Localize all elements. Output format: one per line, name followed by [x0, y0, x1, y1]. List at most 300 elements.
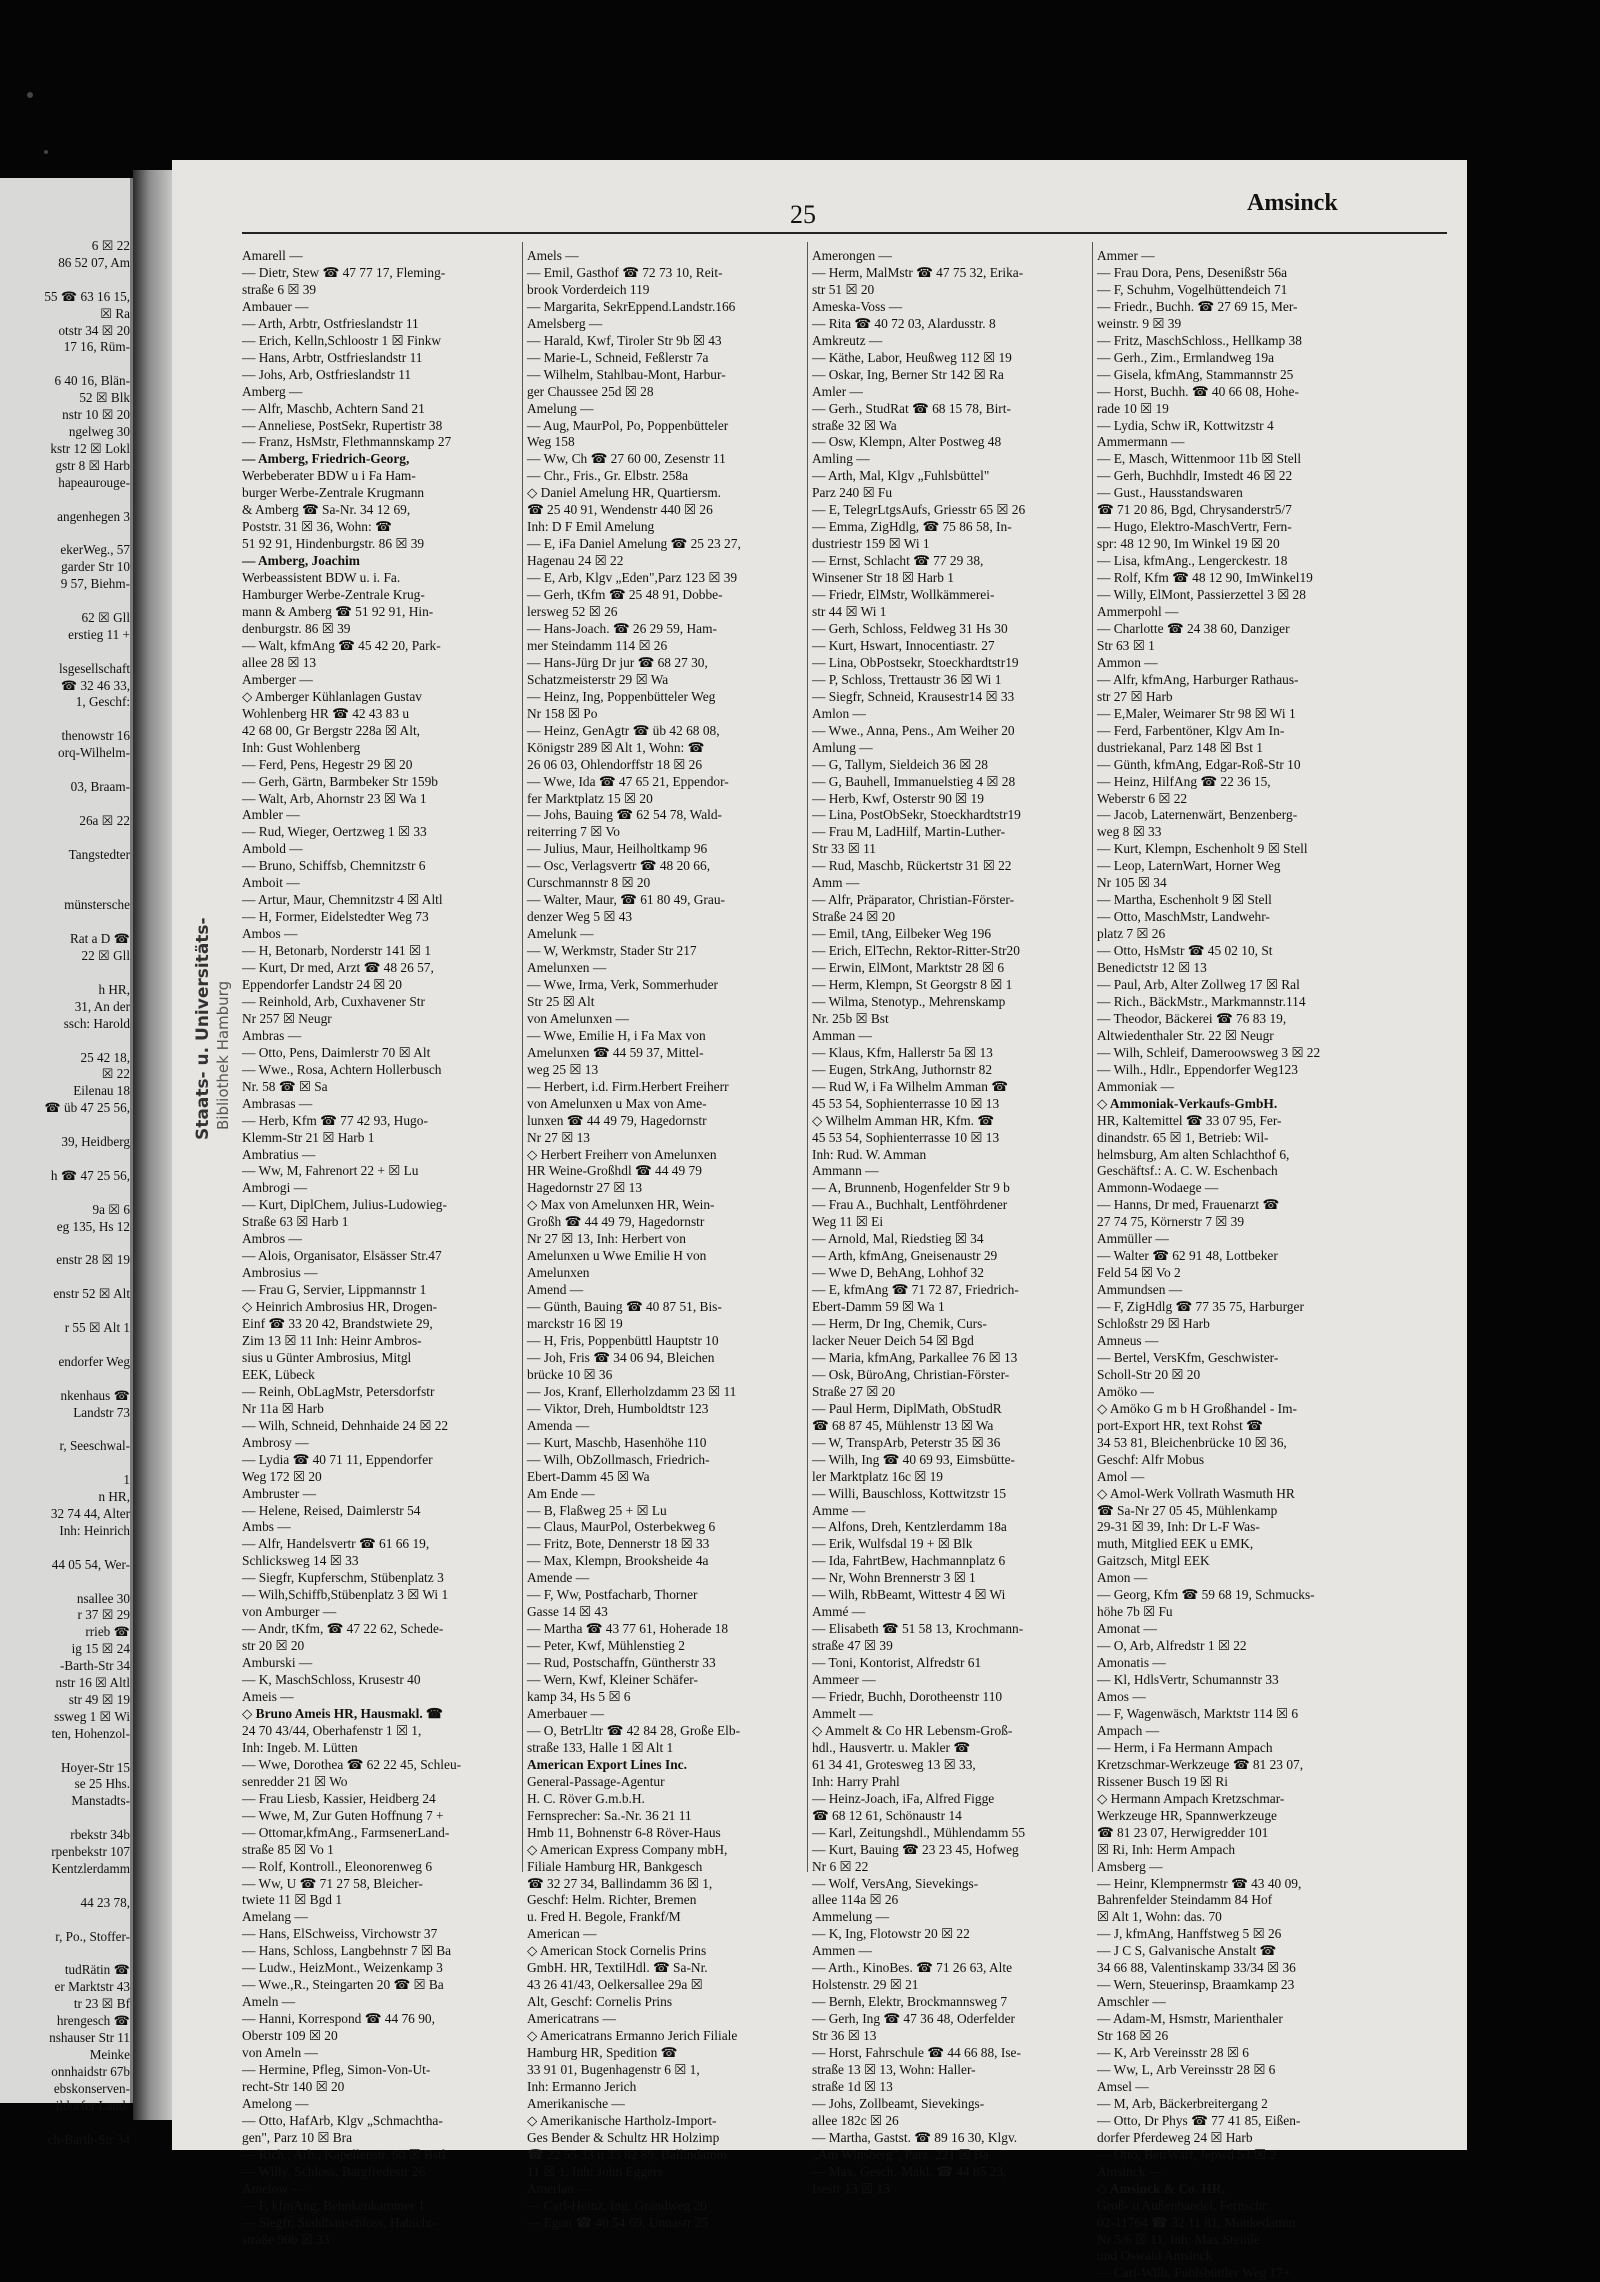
- left-page-fragment: münstersche: [64, 897, 130, 913]
- directory-entry-line: — Wern, Kwf, Kleiner Schäfer-: [527, 1672, 698, 1688]
- left-page-fragment: 31, An der: [74, 998, 130, 1014]
- directory-entry-line: — Adam-M, Hsmstr, Marienthaler: [1097, 2011, 1283, 2027]
- directory-entry-line: — Heinz-Joach, iFa, Alfred Figge: [812, 1790, 995, 1806]
- left-page-fragment: 22 ☒ Gll: [81, 948, 130, 964]
- directory-entry-line: Geschf: Helm. Richter, Bremen: [527, 1892, 697, 1908]
- directory-entry-line: — Wolf, VersAng, Sievekings-: [812, 1875, 979, 1891]
- left-page-fragment-column: [0, 238, 130, 2148]
- directory-entry-line: — E, Arb, Klgv „Eden",Parz 123 ☒ 39: [527, 570, 738, 586]
- directory-entry-line: ler Marktplatz 16c ☒ 19: [812, 1468, 943, 1484]
- directory-entry-line: — Kurt, Dr med, Arzt ☎ 48 26 57,: [242, 960, 434, 976]
- left-page-fragment: Eilenau 18: [73, 1083, 130, 1099]
- left-page-fragment: ildorfer Land-: [55, 2097, 130, 2113]
- left-page-fragment: 44 05 54, Wer-: [51, 1556, 130, 1572]
- directory-entry-line: Inh: Gust Wohlenberg: [242, 739, 361, 755]
- library-stamp-line-1: Staats- u. Universitäts-: [193, 917, 213, 1140]
- directory-entry-line: ◇ Wilhelm Amman HR, Kfm. ☎: [812, 1112, 995, 1128]
- directory-entry-line: — Hugo, Elektro-MaschVertr, Fern-: [1097, 519, 1292, 535]
- directory-entry-line: ☎ 25 40 91, Wendenstr 440 ☒ 26: [527, 502, 713, 518]
- directory-entry-line: Inh: Ermanno Jerich: [527, 2078, 637, 2094]
- directory-entry-line: ☒ Ri, Inh: Herm Ampach: [1097, 1841, 1236, 1857]
- directory-entry-line: — Wilhelm, Stahlbau-Mont, Harbur-: [527, 366, 726, 382]
- directory-entry-line: — Herm, MalMstr ☎ 47 75 32, Erika-: [812, 264, 1024, 280]
- directory-entry-line: Schlicksweg 14 ☒ 33: [242, 1553, 359, 1569]
- directory-entry-line: — Kurt, Klempn, Eschenholt 9 ☒ Stell: [1097, 841, 1308, 857]
- directory-entry-line: Amlung —: [812, 739, 873, 755]
- directory-entry-line: Ammerpohl —: [1097, 604, 1179, 620]
- directory-entry-line: — Horst, Buchh. ☎ 40 66 08, Hohe-: [1097, 383, 1299, 399]
- directory-entry-line: — Wwe., Rosa, Achtern Hollerbusch: [242, 1061, 442, 1077]
- directory-entry-line: rade 10 ☒ 19: [1097, 400, 1169, 416]
- directory-entry-line: — Bertel, VersKfm, Geschwister-: [1097, 1349, 1279, 1365]
- directory-entry-line: — Walter ☎ 62 91 48, Lottbeker: [1097, 1248, 1278, 1264]
- directory-entry-line: Inh: Rud. W. Amman: [812, 1146, 927, 1162]
- directory-entry-line: straße 6 ☒ 39: [242, 281, 317, 297]
- directory-entry-line: Straße 63 ☒ Harb 1: [242, 1214, 349, 1230]
- directory-entry-line: höhe 7b ☒ Fu: [1097, 1604, 1173, 1620]
- left-page-fragment: 25 42 18,: [80, 1049, 130, 1065]
- directory-entry-line: — M, Arb, Bäckerbreitergang 2: [1097, 2095, 1268, 2111]
- directory-entry-line: Ambrosius —: [242, 1265, 318, 1281]
- directory-entry-line: Inh: Harry Prahl: [812, 1773, 900, 1789]
- left-page-fragment: 6 40 16, Blän-: [54, 373, 130, 389]
- left-page-fragment: r, Po., Stoffer-: [55, 1928, 130, 1944]
- left-page-fragment: 1: [123, 1472, 130, 1488]
- directory-entry-line: denzer Weg 5 ☒ 43: [527, 909, 633, 925]
- directory-entry-line: — Horst, Fahrschule ☎ 44 66 88, Ise-: [812, 2045, 1021, 2061]
- directory-entry-line: ☎ 32 27 34, Ballindamm 36 ☒ 1,: [527, 1875, 713, 1891]
- left-page-fragment: [0, 272, 130, 289]
- directory-entry-line: Amsel —: [1097, 2078, 1149, 2094]
- directory-entry-line: — Günth, Bauing ☎ 40 87 51, Bis-: [527, 1299, 722, 1315]
- directory-entry-line: twiete 11 ☒ Bgd 1: [242, 1892, 343, 1908]
- directory-entry-line: — Eugen, StrkAng, Juthornstr 82: [812, 1061, 993, 1077]
- left-page-fragment: [0, 492, 130, 509]
- directory-entry-line: burger Werbe-Zentrale Krugmann: [242, 485, 425, 501]
- directory-entry-line: — Herb, Kfm ☎ 77 42 93, Hugo-: [242, 1112, 428, 1128]
- directory-entry-line: Nr. 25b ☒ Bst: [812, 1010, 889, 1026]
- left-page-fragment: [0, 864, 130, 881]
- left-page-fragment: [0, 1574, 130, 1591]
- directory-entry-line: — Nr, Wohn Brennerstr 3 ☒ 1: [812, 1570, 976, 1586]
- directory-entry-line: Werbeberater BDW u i Fa Ham-: [242, 468, 416, 484]
- directory-entry-line: — Frau Liesb, Kassier, Heidberg 24: [242, 1790, 436, 1806]
- left-page-fragment: tudRätin ☎: [64, 1962, 130, 1978]
- directory-entry-line: Rissener Busch 19 ☒ Ri: [1097, 1773, 1229, 1789]
- directory-entry-line: American —: [527, 1926, 597, 1942]
- directory-entry-line: straße 1d ☒ 13: [812, 2078, 893, 2094]
- directory-entry-line: Straße 27 ☒ 20: [812, 1383, 896, 1399]
- directory-entry-line: Straße 24 ☒ 20: [812, 909, 896, 925]
- directory-entry-line: Ambrasas —: [242, 1095, 313, 1111]
- directory-entry-line: — Käthe, Labor, Heußweg 112 ☒ 19: [812, 349, 1012, 365]
- directory-entry-line: — Kurt, Bauing ☎ 23 23 45, Hofweg: [812, 1841, 1019, 1857]
- directory-entry-line: ☎ 22 55 33 u 33 82 89, Ballindamm: [527, 2146, 728, 2162]
- directory-entry-line: Am Ende —: [527, 1485, 595, 1501]
- directory-entry-line: — F, ZigHdlg ☎ 77 35 75, Harburger: [1097, 1299, 1304, 1315]
- left-page-fragment: gstr 8 ☒ Harb: [55, 457, 130, 473]
- left-page-fragment: Kentzlerdamm: [51, 1861, 130, 1876]
- directory-entry-line: Geschäftsf.: A. C. W. Eschenbach: [1097, 1163, 1278, 1179]
- directory-entry-line: — Oskar, Ing, Berner Str 142 ☒ Ra: [812, 366, 1004, 382]
- left-page-fragment: rpenbekstr 107: [51, 1844, 130, 1860]
- directory-entry-line: Weg 158: [527, 434, 575, 450]
- directory-entry-line: — Wilma, Stenotyp., Mehrenskamp: [812, 993, 1006, 1009]
- directory-entry-line: Weberstr 6 ☒ 22: [1097, 790, 1188, 806]
- directory-entry-line: — W, Werkmstr, Stader Str 217: [527, 943, 697, 959]
- left-page-fragment: [0, 1946, 130, 1963]
- directory-entry-line: — Anneliese, PostSekr, Rupertistr 38: [242, 417, 443, 433]
- directory-entry-line: dustriekanal, Parz 148 ☒ Bst 1: [1097, 739, 1263, 755]
- directory-entry-line: Amkreutz —: [812, 332, 883, 348]
- directory-entry-line: Amerbauer —: [527, 1705, 604, 1721]
- directory-entry-line: — Herm, i Fa Hermann Ampach: [1097, 1739, 1273, 1755]
- directory-entry-line: Amsinck —: [1097, 2163, 1163, 2179]
- directory-entry-line: — Carl-Heinz, Ing, Grandweg 20: [527, 2197, 707, 2213]
- directory-entry-line: — P, Schloss, Trettaustr 36 ☒ Wi 1: [812, 671, 1002, 687]
- left-page-fragment: ☎ 32 46 33,: [60, 677, 130, 693]
- left-page-fragment: rrieb ☎: [85, 1624, 130, 1640]
- directory-entry-line: — Martha ☎ 43 77 61, Hoherade 18: [527, 1621, 729, 1637]
- directory-entry-line: Eppendorfer Landstr 24 ☒ 20: [242, 976, 403, 992]
- left-page-fragment: 9 57, Biehm-: [60, 576, 130, 592]
- directory-entry-line: — Siegfr, Schneid, Krausestr14 ☒ 33: [812, 688, 1015, 704]
- directory-entry-line: — Frau Dora, Pens, Desenißstr 56a: [1097, 264, 1288, 280]
- left-page-fragment: thenowstr 16: [61, 728, 130, 744]
- directory-entry-line: — Martha, Gastst. ☎ 89 16 30, Klgv.: [812, 2129, 1018, 2145]
- directory-entry-line: dorfer Pferdeweg 24 ☒ Harb: [1097, 2129, 1253, 2145]
- column-divider: [807, 242, 808, 1872]
- directory-entry-line: — Carl-Wilh, Fuhlsbüttler Weg 17+: [1097, 2265, 1291, 2281]
- directory-entry-line: Benedictstr 12 ☒ 13: [1097, 960, 1207, 976]
- left-page-fragment: Meinke: [89, 2046, 130, 2062]
- directory-entry-line: Einf ☎ 33 20 42, Brandstwiete 29,: [242, 1316, 433, 1332]
- directory-entry-line: lunxen ☎ 44 49 79, Hagedornstr: [527, 1112, 707, 1128]
- directory-entry-line: — Helene, Reised, Daimlerstr 54: [242, 1502, 421, 1518]
- directory-entry-line: — Walt, kfmAng ☎ 45 42 20, Park-: [242, 637, 441, 653]
- directory-entry-line: Ambras —: [242, 1027, 302, 1043]
- left-page-fragment: [0, 1810, 130, 1827]
- directory-entry-line: Ambauer —: [242, 298, 309, 314]
- directory-entry-line: Ammen —: [812, 1943, 872, 1959]
- directory-entry-line: — Joh, Fris ☎ 34 06 94, Bleichen: [527, 1349, 715, 1365]
- directory-entry-line: — Arth, Arbtr, Ostfrieslandstr 11: [242, 315, 419, 331]
- left-page-fragment: ig 15 ☒ 24: [71, 1641, 130, 1657]
- directory-entry-line: ◇ Ammelt & Co HR Lebensm-Groß-: [812, 1722, 1013, 1738]
- directory-entry-line: — Gerh, Schloss, Feldweg 31 Hs 30: [812, 620, 1008, 636]
- directory-entry-line: Ambros —: [242, 1231, 302, 1247]
- directory-entry-line: 02-11764 ☎ 32 11 81, Mönkedamm: [1097, 2214, 1296, 2230]
- directory-entry-line: — Erik, Wulfsdal 19 + ☒ Blk: [812, 1536, 973, 1552]
- directory-entry-line: Hagenau 24 ☒ 22: [527, 553, 624, 569]
- directory-entry-line: Ammon —: [1097, 654, 1158, 670]
- directory-entry-line: — Willi, Bauschloss, Kottwitzstr 15: [812, 1485, 1007, 1501]
- left-page-fragment: [0, 914, 130, 931]
- directory-entry-line: 45 53 54, Sophienterrasse 10 ☒ 13: [812, 1095, 1000, 1111]
- left-page-fragment: [0, 711, 130, 728]
- directory-entry-line: — Erich, Kelln,Schloostr 1 ☒ Finkw: [242, 332, 442, 348]
- directory-entry-line: — Otto, HsMstr ☎ 45 02 10, St: [1097, 943, 1273, 959]
- directory-entry-line: 34 53 81, Bleichenbrücke 10 ☒ 36,: [1097, 1434, 1287, 1450]
- directory-entry-line: — Chr., Fris., Gr. Elbstr. 258a: [527, 468, 689, 484]
- directory-entry-line: — Gerh., Zim., Ermlandweg 19a: [1097, 349, 1275, 365]
- left-page-fragment: [0, 1117, 130, 1134]
- directory-entry-line: ☎ 68 87 45, Mühlenstr 13 ☒ Wa: [812, 1417, 994, 1433]
- directory-entry-line: — Arth, kfmAng, Gneisenaustr 29: [812, 1248, 998, 1264]
- directory-entry-line: — Gerh, tKfm ☎ 25 48 91, Dobbe-: [527, 587, 723, 603]
- directory-entry-line: — Hanns, Dr med, Frauenarzt ☎: [1097, 1197, 1280, 1213]
- directory-entry-line: — Wilh, Schneid, Dehnhaide 24 ☒ 22: [242, 1417, 449, 1433]
- directory-entry-line: — Rud, Maschb, Rückertstr 31 ☒ 22: [812, 858, 1012, 874]
- directory-entry-line: — Erwin, ElMont, Marktstr 28 ☒ 6: [812, 960, 1005, 976]
- directory-entry-line: — Lydia, Schw iR, Kottwitzstr 4: [1097, 417, 1274, 433]
- left-page-fragment: h HR,: [98, 981, 130, 997]
- directory-entry-line: — Harald, Kwf, Tiroler Str 9b ☒ 43: [527, 332, 722, 348]
- directory-entry-line: Amler —: [812, 383, 863, 399]
- directory-entry-line: — Wilh, Ing ☎ 40 69 93, Eimsbütte-: [812, 1451, 1015, 1467]
- directory-entry-line: Ameln —: [242, 1994, 296, 2010]
- directory-entry-line: 27 74 75, Körnerstr 7 ☒ 39: [1097, 1214, 1245, 1230]
- left-page-fragment: -Barth-Str 34: [60, 1658, 130, 1674]
- directory-entry-line: gen", Parz 10 ☒ Bra: [242, 2129, 353, 2145]
- directory-entry-line: Amelunxen —: [527, 960, 607, 976]
- directory-entry-line: spr: 48 12 90, Im Winkel 19 ☒ 20: [1097, 536, 1280, 552]
- directory-entry-line: Amelung —: [527, 400, 594, 416]
- left-page-fragment: [0, 1455, 130, 1472]
- library-stamp: [182, 917, 232, 1150]
- left-page-fragment: 1, Geschf:: [75, 694, 130, 710]
- directory-entry-line: — Walter, Maur, ☎ 61 80 49, Grau-: [527, 892, 725, 908]
- directory-entry-line: Amon —: [1097, 1570, 1148, 1586]
- directory-entry-line: — Willy, Schloss, Bargfredestr 26: [242, 2163, 426, 2179]
- directory-entry-line: Amerikanische —: [527, 2095, 625, 2111]
- left-page-fragment: [0, 644, 130, 661]
- directory-entry-line: Nr 257 ☒ Neugr: [242, 1010, 332, 1026]
- directory-entry-line: 24 70 43/44, Oberhafenstr 1 ☒ 1,: [242, 1722, 422, 1738]
- directory-entry-line: Amels —: [527, 248, 579, 263]
- directory-entry-line: — Heinz, GenAgtr ☎ üb 42 68 08,: [527, 722, 720, 738]
- directory-entry-line: General-Passage-Agentur: [527, 1773, 665, 1789]
- directory-entry-line: — E, TelegrLtgsAufs, Griesstr 65 ☒ 26: [812, 502, 1026, 518]
- left-page-fragment: [0, 1269, 130, 1286]
- directory-entry-line: Nr 27 ☒ 13: [527, 1129, 590, 1145]
- directory-entry-line: — Ludw., HeizMont., Weizenkamp 3: [242, 1960, 443, 1976]
- directory-entry-line: — Willy, ElMont, Passierzettel 3 ☒ 28: [1097, 587, 1306, 603]
- left-page-fragment: 17 16, Rüm-: [63, 339, 130, 355]
- directory-entry-line: Amme —: [812, 1502, 866, 1518]
- left-page-fragment: se 25 Hhs.: [74, 1776, 130, 1792]
- left-page-fragment: [0, 1878, 130, 1895]
- left-page-fragment: Landstr 73: [73, 1404, 130, 1420]
- directory-entry-line: Str 25 ☒ Alt: [527, 993, 595, 1009]
- left-page-fragment: h ☎ 47 25 56,: [50, 1167, 130, 1183]
- directory-entry-line: ◇ Americatrans Ermanno Jerich Filiale: [527, 2028, 738, 2044]
- directory-column-1: [242, 248, 514, 2248]
- directory-entry-line: straße 32 ☒ Wa: [812, 417, 897, 433]
- directory-entry-line: — Otto, Pens, Daimlerstr 70 ☒ Alt: [242, 1044, 431, 1060]
- left-page-fragment: [0, 1421, 130, 1438]
- header-rule: [242, 232, 1447, 234]
- directory-entry-line: platz 7 ☒ 26: [1097, 926, 1166, 942]
- directory-entry-line: ◇ American Stock Cornelis Prins: [527, 1943, 707, 1959]
- directory-entry-line: Hmb 11, Bohnenstr 6-8 Röver-Haus: [527, 1824, 721, 1840]
- directory-entry-line: — Wwe, Irma, Verk, Sommerhuder: [527, 976, 719, 992]
- directory-entry-line: — Arth, Mal, Klgv „Fuhlsbüttel": [812, 468, 990, 484]
- directory-entry-line: 33 91 01, Bugenhagenstr 6 ☒ 1,: [527, 2061, 700, 2077]
- left-page-fragment: ☎ üb 47 25 56,: [44, 1100, 130, 1116]
- directory-entry-line: — G, Bauhell, Immanuelstieg 4 ☒ 28: [812, 773, 1016, 789]
- directory-entry-line: Amarell —: [242, 248, 303, 263]
- directory-entry-line: Str 168 ☒ 26: [1097, 2028, 1169, 2044]
- directory-entry-line: H. C. Röver G.m.b.H.: [527, 1790, 645, 1806]
- directory-entry-line: Nr 105 ☒ 34: [1097, 875, 1167, 891]
- directory-entry-line: — Reinh, ObLagMstr, Petersdorfstr: [242, 1383, 435, 1399]
- left-page-fragment: 9a ☒ 6: [92, 1201, 130, 1217]
- directory-entry-line: — Herm, Klempn, St Georgstr 8 ☒ 1: [812, 976, 1013, 992]
- directory-entry-line: Amend —: [527, 1282, 584, 1298]
- directory-entry-line: port-Export HR, text Rohst ☎: [1097, 1417, 1263, 1433]
- directory-entry-line: Ameska-Voss —: [812, 298, 903, 314]
- directory-entry-line: — Ww, L, Arb Vereinsstr 28 ☒ 6: [1097, 2061, 1276, 2077]
- directory-entry-line: HR Weine-Großhdl ☎ 44 49 79: [527, 1163, 702, 1179]
- directory-entry-line: ◇ Amöko G m b H Großhandel - Im-: [1097, 1400, 1297, 1416]
- directory-entry-line: — Julius, Maur, Heilholtkamp 96: [527, 841, 708, 857]
- directory-entry-line: ☎ 68 12 61, Schönaustr 14: [812, 1807, 962, 1823]
- directory-entry-line: weg 8 ☒ 33: [1097, 824, 1162, 840]
- directory-entry-line: & Amberg ☎ Sa-Nr. 34 12 69,: [242, 502, 411, 518]
- library-stamp-line-2: Bibliothek Hamburg: [214, 980, 232, 1130]
- directory-entry-line: — Otto, Dr Phys ☎ 77 41 85, Eißen-: [1097, 2112, 1301, 2128]
- directory-entry-line: Gaitzsch, Mitgl EEK: [1097, 1553, 1210, 1569]
- directory-entry-line: Fernsprecher: Sa.-Nr. 36 21 11: [527, 1807, 692, 1823]
- left-page-fragment: enstr 28 ☒ 19: [56, 1252, 130, 1268]
- directory-entry-line: Ammoniak —: [1097, 1078, 1174, 1094]
- directory-entry-line: straße 90b ☒ 33: [242, 2231, 330, 2247]
- directory-entry-line: — Alfr, kfmAng, Harburger Rathaus-: [1097, 671, 1299, 687]
- directory-entry-line: mann & Amberg ☎ 51 92 91, Hin-: [242, 604, 434, 620]
- directory-entry-line: — Rich., Arb., Kapellenstr. 60 ☒ Bstl: [242, 2146, 446, 2162]
- directory-entry-line: — Rich., BäckMstr., Markmannstr.114: [1097, 993, 1306, 1009]
- directory-entry-line: — Günth, kfmAng, Edgar-Roß-Str 10: [1097, 756, 1301, 772]
- directory-entry-line: — Johs, Zollbeamt, Sievekings-: [812, 2095, 985, 2111]
- directory-entry-line: — Gust., Hausstandswaren: [1097, 485, 1243, 501]
- left-page-fragment: orq-Wilhelm-: [58, 745, 130, 761]
- directory-entry-line: Geschf: Alfr Mobus: [1097, 1451, 1205, 1467]
- directory-entry-line: — Gisela, kfmAng, Stammannstr 25: [1097, 366, 1294, 382]
- directory-entry-line: str 20 ☒ 20: [242, 1638, 305, 1654]
- directory-entry-line: — Kl, HdlsVertr, Schumannstr 33: [1097, 1672, 1279, 1688]
- directory-entry-line: Amberger —: [242, 671, 313, 687]
- directory-entry-line: Amelong —: [242, 2095, 309, 2111]
- directory-entry-line: — Wilh., Hdlr., Eppendorfer Weg123: [1097, 1061, 1298, 1077]
- directory-entry-line: — H, Betonarb, Norderstr 141 ☒ 1: [242, 943, 432, 959]
- directory-entry-line: Hamburg HR, Spedition ☎: [527, 2045, 678, 2061]
- directory-entry-line: — Kurt, DiplChem, Julius-Ludowieg-: [242, 1197, 447, 1213]
- directory-entry-line: Amerlan —: [527, 2180, 591, 2196]
- left-page-fragment: [0, 1912, 130, 1929]
- left-page-fragment: r 55 ☒ Alt 1: [64, 1320, 130, 1335]
- directory-entry-line: Weg 11 ☒ Ei: [812, 1214, 884, 1230]
- directory-entry-line: — Herb, Kwf, Osterstr 90 ☒ 19: [812, 790, 984, 806]
- left-page-fragment: [0, 1371, 130, 1388]
- directory-entry-line: sius u Günter Ambrosius, Mitgl: [242, 1349, 412, 1365]
- directory-entry-line: — Johs, Arb, Ostfrieslandstr 11: [242, 366, 412, 382]
- directory-entry-line: — Paul Herm, DiplMath, ObStudR: [812, 1400, 1002, 1416]
- column-divider: [1092, 242, 1093, 1872]
- directory-entry-line: — Wilh, RbBeamt, Wittestr 4 ☒ Wi: [812, 1587, 1006, 1603]
- left-page-fragment: er Marktstr 43: [54, 1979, 130, 1995]
- directory-entry-line: Ammermann —: [1097, 434, 1185, 450]
- left-page-fragment: 62 ☒ Gll: [81, 609, 130, 625]
- directory-entry-line: Ebert-Damm 45 ☒ Wa: [527, 1468, 650, 1484]
- directory-entry-line: dustriestr 159 ☒ Wi 1: [812, 536, 930, 552]
- directory-column-3: [812, 248, 1084, 2198]
- left-page-fragment: hrengesch ☎: [56, 2013, 130, 2029]
- directory-entry-line: Nr 5/6 ☒ 11, Inh: Max Steinle: [1097, 2231, 1260, 2247]
- directory-entry-line: — Claus, MaurPol, Osterbekweg 6: [527, 1519, 716, 1535]
- directory-entry-line: — Frau A., Buchhalt, Lentföhrdener: [812, 1197, 1008, 1213]
- directory-entry-line: — Herm, Dr Ing, Chemik, Curs-: [812, 1316, 987, 1332]
- directory-entry-line: — K, Arb Vereinsstr 28 ☒ 6: [1097, 2045, 1249, 2061]
- directory-entry-line: HR, Kaltemittel ☎ 33 07 95, Fer-: [1097, 1112, 1282, 1128]
- directory-entry-line: 29-31 ☒ 39, Inh: Dr L-F Was-: [1097, 1519, 1260, 1535]
- directory-entry-line: denburgstr. 86 ☒ 39: [242, 620, 351, 636]
- directory-entry-line: — Alois, Organisator, Elsässer Str.47: [242, 1248, 442, 1264]
- directory-entry-line: dinandstr. 65 ☒ 1, Betrieb: Wil-: [1097, 1129, 1269, 1145]
- left-page-fragment: enstr 52 ☒ Alt: [53, 1286, 130, 1302]
- left-page-fragment: nkenhaus ☎: [60, 1387, 130, 1403]
- directory-entry-line: 43 26 41/43, Oelkersallee 29a ☒: [527, 1977, 703, 1993]
- directory-entry-line: ◇ Hermann Ampach Kretzschmar-: [1097, 1790, 1285, 1806]
- dust-speck: [27, 92, 33, 98]
- directory-entry-line: reiterring 7 ☒ Vo: [527, 824, 620, 840]
- directory-entry-line: Inh: Ingeb. M. Lütten: [242, 1739, 358, 1755]
- directory-entry-line: str 44 ☒ Wi 1: [812, 604, 887, 620]
- directory-entry-line: hdl., Hausvertr. u. Makler ☎: [812, 1739, 970, 1755]
- directory-entry-line: str 27 ☒ Harb: [1097, 688, 1173, 704]
- directory-entry-line: Bahrenfelder Steindamm 84 Hof: [1097, 1892, 1273, 1908]
- directory-entry-line: — Karl, Zeitungshdl., Mühlendamm 55: [812, 1824, 1026, 1840]
- directory-entry-line: 61 34 41, Grotesweg 13 ☒ 33,: [812, 1756, 976, 1772]
- left-page-fragment: ssch: Harold: [63, 1015, 130, 1031]
- directory-entry-line: — Kurt, Maschb, Hasenhöhe 110: [527, 1434, 707, 1450]
- directory-entry-line: — Andr, tKfm, ☎ 47 22 62, Schede-: [242, 1621, 444, 1637]
- directory-entry-line: fer Marktplatz 15 ☒ 20: [527, 790, 653, 806]
- directory-entry-line: — Rud, Postschaffn, Güntherstr 33: [527, 1655, 716, 1671]
- directory-entry-line: ◇ Bruno Ameis HR, Hausmakl. ☎: [242, 1705, 443, 1721]
- directory-entry-line: 11 ☒ 1, Inh: John Eggers: [527, 2163, 663, 2179]
- directory-entry-line: Oberstr 109 ☒ 20: [242, 2028, 338, 2044]
- left-page-fragment: [0, 1185, 130, 1202]
- directory-entry-line: straße 13 ☒ 13, Wohn: Haller-: [812, 2061, 976, 2077]
- directory-entry-line: — Fritz, MaschSchloss., Hellkamp 38: [1097, 332, 1302, 348]
- directory-entry-line: — Rolf, Kfm ☎ 48 12 90, ImWinkel19: [1097, 570, 1313, 586]
- left-page-fragment: Inh: Heinrich: [59, 1522, 130, 1538]
- directory-entry-line: Amschler —: [1097, 1994, 1166, 2010]
- left-page-fragment: [0, 1540, 130, 1557]
- directory-entry-line: — Lina, ObPostsekr, Stoeckhardtstr19: [812, 654, 1019, 670]
- directory-entry-line: — Wwe, Dorothea ☎ 62 22 45, Schleu-: [242, 1756, 462, 1772]
- directory-entry-line: Nr 158 ☒ Po: [527, 705, 598, 721]
- directory-entry-line: — Emma, ZigHdlg, ☎ 75 86 58, In-: [812, 519, 1012, 535]
- directory-entry-line: Amling —: [812, 451, 870, 467]
- directory-entry-line: Amboit —: [242, 875, 300, 891]
- directory-entry-line: — Siegfr, Kupferschm, Stübenplatz 3: [242, 1570, 444, 1586]
- left-page-fragment: [0, 880, 130, 897]
- directory-entry-line: Isestr 13 ☒ 13: [812, 2180, 890, 2196]
- directory-entry-line: — Ottomar,kfmAng., FarmsenerLand-: [242, 1824, 450, 1840]
- directory-entry-line: Werkzeuge HR, Spannwerkzeuge: [1097, 1807, 1277, 1823]
